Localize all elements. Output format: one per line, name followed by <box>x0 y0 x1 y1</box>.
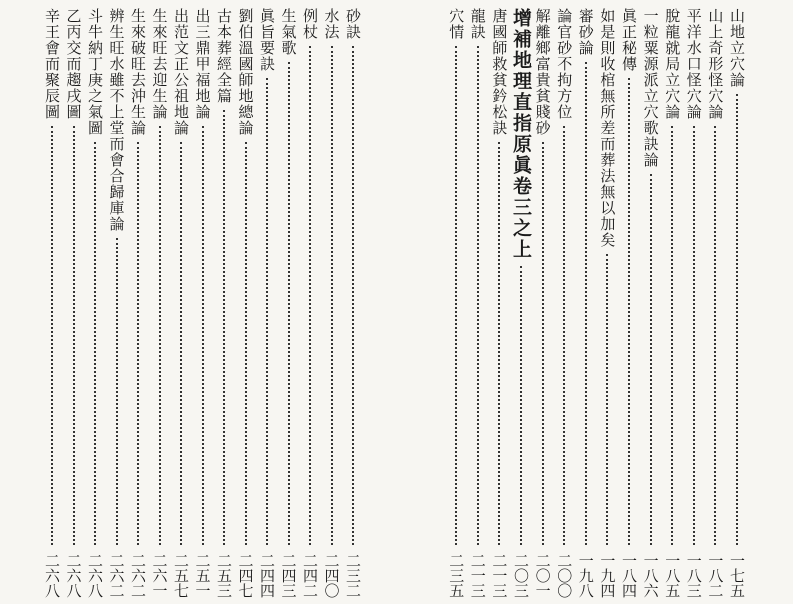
toc-entry-page-number: 二六二 <box>107 553 126 598</box>
dot-leader <box>498 142 500 545</box>
toc-entry-title: 山上奇形怪穴論 <box>706 8 725 120</box>
dot-leader <box>671 126 673 545</box>
toc-entry <box>726 8 748 598</box>
dot-leader <box>455 46 457 545</box>
toc-entry-title: 唐國師救貧鈐松訣 <box>490 8 509 136</box>
toc-entry-page-number: 一八五 <box>663 553 682 598</box>
toc-entry-title: 龍訣 <box>468 8 487 40</box>
toc-entry-title: 論官砂不拘方位 <box>555 8 574 120</box>
volume-heading <box>510 8 532 598</box>
toc-entry-page-number: 二四四 <box>258 553 276 598</box>
toc-entry <box>640 8 662 598</box>
toc-entry-title: 乙丙交而趨戌圖 <box>64 8 83 120</box>
toc-entry-title: 辨生旺水雖不上堂而會合歸庫論 <box>107 8 126 232</box>
dot-leader <box>628 78 630 545</box>
toc-entry-page-number: 二〇三 <box>512 553 530 598</box>
dot-leader <box>331 46 333 545</box>
toc-entry-title: 如是則收棺無所差而葬法無以加矣 <box>598 8 617 248</box>
toc-entry <box>683 8 705 598</box>
toc-entry <box>532 8 554 598</box>
dot-leader <box>202 126 204 545</box>
dot-leader <box>520 266 522 545</box>
dot-leader <box>693 126 695 545</box>
toc-entry-page-number: 二一三 <box>490 553 509 598</box>
toc-entry <box>596 8 618 598</box>
toc-entry-page-number: 二四七 <box>236 553 255 598</box>
toc-entry-title: 審砂論 <box>576 8 595 56</box>
toc-entry-title: 山地立穴論 <box>728 8 746 88</box>
dot-leader <box>477 46 479 545</box>
volume-heading-title: 增補地理直指原眞卷三之上 <box>510 8 532 260</box>
toc-entry <box>127 8 149 598</box>
toc-entry-page-number: 二一三 <box>468 553 487 598</box>
toc-entry <box>445 8 467 598</box>
dot-leader <box>288 62 290 545</box>
toc-entry-page-number: 一九八 <box>576 553 595 598</box>
dot-leader <box>736 94 738 545</box>
dot-leader <box>563 126 565 545</box>
toc-entry-title: 砂訣 <box>344 8 362 40</box>
toc-entry-title: 生來破旺去沖生論 <box>129 8 147 136</box>
toc-entry-page-number: 二六一 <box>150 553 169 598</box>
left-page <box>0 0 396 604</box>
toc-entry-title: 出三鼎甲福地論 <box>193 8 212 120</box>
toc-entry <box>618 8 640 598</box>
dot-leader <box>352 46 354 545</box>
dot-leader <box>180 142 182 545</box>
toc-entry-title: 辛王會而聚辰圖 <box>43 8 61 120</box>
toc-entry-page-number: 二六二 <box>129 553 147 598</box>
toc-entry-page-number: 二六八 <box>86 553 104 598</box>
dot-leader <box>245 142 247 545</box>
toc-entry-title: 解離鄉富貴貧賤砂 <box>533 8 552 136</box>
toc-entry <box>299 8 321 598</box>
toc-entry-title: 古本葬經全篇 <box>215 8 233 104</box>
toc-entry <box>342 8 364 598</box>
toc-entry-title: 生氣歌 <box>279 8 298 56</box>
toc-entry-page-number: 二〇一 <box>533 553 552 598</box>
toc-entry-page-number: 一八三 <box>684 553 703 598</box>
toc-entry-title: 一粒粟源派立穴歌訣論 <box>641 8 660 168</box>
dot-leader <box>159 126 161 545</box>
toc-entry-title: 出范文正公祖地論 <box>172 8 190 136</box>
toc-entry-title: 例杖 <box>301 8 319 40</box>
toc-entry-title: 生來旺去迎生論 <box>150 8 169 120</box>
toc-entry-page-number: 二三二 <box>344 553 362 598</box>
dot-leader <box>223 110 225 545</box>
dot-leader <box>714 126 716 545</box>
toc-entry-page-number: 二四三 <box>279 553 298 598</box>
dot-leader <box>94 142 96 545</box>
toc-entry <box>467 8 489 598</box>
toc-entry <box>213 8 235 598</box>
dot-leader <box>51 126 53 545</box>
toc-entry <box>575 8 597 598</box>
toc-entry <box>192 8 214 598</box>
dot-leader <box>650 174 652 545</box>
toc-entry <box>106 8 128 598</box>
toc-entry-page-number: 一九四 <box>598 553 617 598</box>
toc-entry <box>488 8 510 598</box>
toc-entry-page-number: 二五七 <box>172 553 190 598</box>
toc-entry-page-number: 一八六 <box>641 553 660 598</box>
toc-entry-page-number: 二〇〇 <box>555 553 574 598</box>
toc-entry-title: 眞正秘傳 <box>620 8 638 72</box>
toc-entry <box>256 8 278 598</box>
toc-entry-title: 平洋水口怪穴論 <box>684 8 703 120</box>
dot-leader <box>606 254 608 545</box>
dot-leader <box>266 78 268 545</box>
toc-entry <box>41 8 63 598</box>
toc-entry-page-number: 二五一 <box>193 553 212 598</box>
dot-leader <box>309 46 311 545</box>
toc-entry-page-number: 二五三 <box>215 553 233 598</box>
toc-entry <box>84 8 106 598</box>
toc-entry-page-number: 一八四 <box>620 553 638 598</box>
dot-leader <box>116 238 118 545</box>
toc-entry-title: 脫龍就局立穴論 <box>663 8 682 120</box>
toc-entry-title: 劉伯溫國師地總論 <box>236 8 255 136</box>
toc-entry <box>149 8 171 598</box>
toc-entry-page-number: 二三五 <box>447 553 466 598</box>
toc-entry-page-number: 二六八 <box>64 553 83 598</box>
toc-entry <box>553 8 575 598</box>
toc-entry <box>278 8 300 598</box>
toc-entry-title: 眞旨要訣 <box>258 8 276 72</box>
toc-entry <box>235 8 257 598</box>
toc-entry-page-number: 二四二 <box>301 553 319 598</box>
toc-entry <box>170 8 192 598</box>
toc-entry <box>321 8 343 598</box>
toc-entry-title: 穴情 <box>447 8 466 40</box>
toc-entry <box>63 8 85 598</box>
dot-leader <box>585 62 587 545</box>
toc-entry-page-number: 二四〇 <box>322 553 341 598</box>
toc-entry-page-number: 一七五 <box>728 553 746 598</box>
toc-entry-title: 斗牛納丁庚之氣圖 <box>86 8 104 136</box>
toc-entry <box>704 8 726 598</box>
dot-leader <box>137 142 139 545</box>
dot-leader <box>542 142 544 545</box>
toc-entry <box>661 8 683 598</box>
toc-entry-title: 水法 <box>322 8 341 40</box>
right-page <box>396 0 793 604</box>
dot-leader <box>73 126 75 545</box>
toc-entry-page-number: 二六八 <box>43 553 61 598</box>
toc-entry-page-number: 一八二 <box>706 553 725 598</box>
